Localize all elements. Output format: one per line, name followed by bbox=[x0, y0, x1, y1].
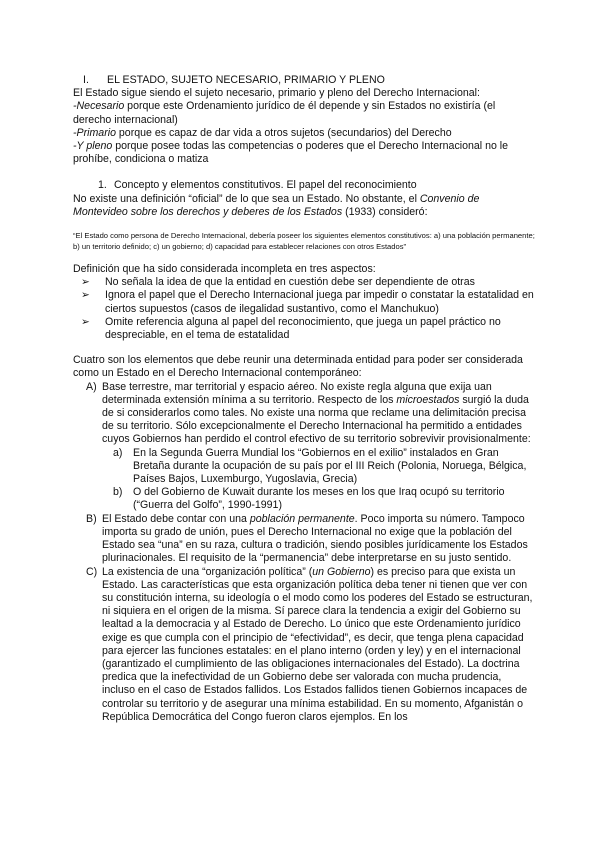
sub-item-label: a) bbox=[113, 446, 123, 459]
section-number: I. bbox=[83, 74, 89, 86]
arrow-bullet-icon: ➢ bbox=[81, 276, 90, 289]
element-text: El Estado debe contar con una bbox=[102, 512, 250, 525]
element-text: Base terrestre, mar territorial y espacio aéreo. No existe regla alguna que exija uan determinada extensión mínima a su territorio. Respecto de los bbox=[102, 380, 492, 406]
arrow-list-item bbox=[81, 276, 535, 289]
element-b bbox=[86, 513, 535, 566]
section-title: EL ESTADO, SUJETO NECESARIO, PRIMARIO Y PLENO bbox=[107, 74, 385, 86]
sub-item-a bbox=[113, 447, 535, 487]
intro-paragraph: El Estado sigue siendo el sujeto necesario, primario y pleno del Derecho Internacional: bbox=[73, 87, 480, 100]
convention-title: Convenio de Montevideo sobre los derechos y deberes de los Estados bbox=[73, 192, 480, 218]
quality-primario bbox=[73, 127, 535, 140]
subsection-number: 1. bbox=[98, 179, 107, 192]
list-item-text: Omite referencia alguna al papel del reconocimiento, que juega un papel práctico no despreciable, en el tema de estatalidad bbox=[105, 315, 501, 342]
element-italic: población permanente bbox=[249, 512, 355, 525]
element-label: C) bbox=[86, 565, 98, 578]
sub-item-text: En la Segunda Guerra Mundial los “Gobiernos en el exilio” instalados en Gran Bretaña durante la ocupación de su país por el III Reich (Polonia, Noruega, Bélgica, Países Bajos, Luxemburgo, Yugoslavia, Grecia) bbox=[133, 446, 527, 486]
incomplete-intro: Definición que ha sido considerada incompleta en tres aspectos: bbox=[73, 263, 376, 276]
quality-pleno bbox=[73, 140, 535, 166]
subsection-title: Concepto y elementos constitutivos. El papel del reconocimiento bbox=[113, 179, 417, 192]
quality-necesario bbox=[73, 100, 535, 126]
quality-term: -Necesario bbox=[73, 100, 125, 113]
element-text-end: ) es preciso para que exista un Estado. Las características que esta organización política deba tener ni tienen que ver con su constitución interna, su ideología o el modo como los poderes del Estado se estructuran, ni siquiera en el origen de la misma. Sí parece clara la tendencia a exigir del Gobierno su lealtad a la democracia y al Estado de Derecho. Lo único que este Ordenamiento jurídico exige es que cumpla con el principio de “efectividad”, es decir, que tenga plena capacidad para ejercer las funciones estatales: en el plano interno (orden y ley) y en el internacional (garantizado el cumplimiento de las obligaciones internacionales del Estado). La doctrina predica que la inefectividad de un Gobierno debe ser valorada con mucha prudencia, incluso en el caso de Estados fallidos. Los Estados fallidos tienen Gobiernos incapaces de controlar su territorio y de asegurar una mínima estabilidad. En su momento, Afganistán o República Democrática del Congo fueron claros ejemplos. En los bbox=[102, 565, 533, 723]
subsection-heading bbox=[98, 179, 535, 192]
sub-item-label: b) bbox=[113, 486, 123, 499]
element-text-end: . Poco importa su número. Tampoco importa su grado de unión, pues el Derecho Internacional no exige que la población del Estado sea “una” en su raza, cultura o tradición, siendo posibles jurídicamente los Estados plurinacionales. El requisito de la “permanencia” debe interpretarse en su justo sentido. bbox=[102, 512, 528, 565]
element-italic: microestados bbox=[396, 393, 460, 406]
sub-item-b bbox=[113, 486, 535, 512]
element-text: La existencia de una “organización política” ( bbox=[102, 565, 313, 578]
quality-text: porque posee todas las competencias o poderes que el Derecho Internacional no le prohíbe, condiciona o matiza bbox=[73, 140, 509, 166]
sub-item-text: O del Gobierno de Kuwait durante los meses en los que Iraq ocupó su territorio (“Guerra del Golfo”, 1990-1991) bbox=[133, 486, 505, 512]
element-a bbox=[86, 381, 535, 447]
arrow-bullet-icon: ➢ bbox=[81, 289, 90, 302]
section-heading-1 bbox=[83, 74, 535, 87]
element-c bbox=[86, 566, 535, 724]
montevideo-quote: “El Estado como persona de Derecho Internacional, debería poseer los siguientes elementos constitutivos: a) una población permanente; b) un territorio definido; c) un gobierno; d) capacidad para establecer relaciones con otros Estados” bbox=[73, 231, 535, 251]
list-item-text: No señala la idea de que la entidad en cuestión debe ser dependiente de otras bbox=[105, 276, 475, 289]
quality-text: porque este Ordenamiento jurídico de él depende y sin Estados no existiría (el derecho internacional) bbox=[73, 100, 496, 126]
element-label: A) bbox=[86, 380, 97, 393]
element-text-end: surgió la duda de si considerarlos como tales. No existe una norma que reclame una delimitación precisa de su territorio. Sólo excepcionalmente el Derecho Internacional ha permitido a entidades cuyos Gobiernos han perdido el control efectivo de su territorio sobrevivir provisionalmente: bbox=[102, 393, 531, 446]
quality-text: porque es capaz de dar vida a otros sujetos (secundarios) del Derecho bbox=[115, 126, 452, 139]
arrow-list-item bbox=[81, 289, 535, 315]
list-item-text: Ignora el papel que el Derecho Internacional juega par impedir o constatar la estatalidad en ciertos supuestos (casos de ilegalidad sustantivo, como el Manchukuo) bbox=[105, 289, 534, 315]
element-label: B) bbox=[86, 512, 97, 525]
definition-text: No existe una definición “oficial” de lo que sea un Estado. No obstante, el bbox=[73, 192, 420, 205]
quality-term: -Primario bbox=[73, 126, 116, 139]
definition-text-end: (1933) consideró: bbox=[342, 205, 428, 218]
definition-paragraph bbox=[73, 193, 535, 219]
arrow-list-item bbox=[81, 316, 535, 342]
elements-intro: Cuatro son los elementos que debe reunir una determinada entidad para poder ser considerada como un Estado en el Derecho Internacional contemporáneo: bbox=[73, 354, 523, 380]
arrow-bullet-icon: ➢ bbox=[81, 315, 90, 328]
document-page bbox=[73, 74, 535, 724]
quality-term: -Y pleno bbox=[73, 140, 113, 153]
element-italic: un Gobierno bbox=[312, 565, 371, 578]
